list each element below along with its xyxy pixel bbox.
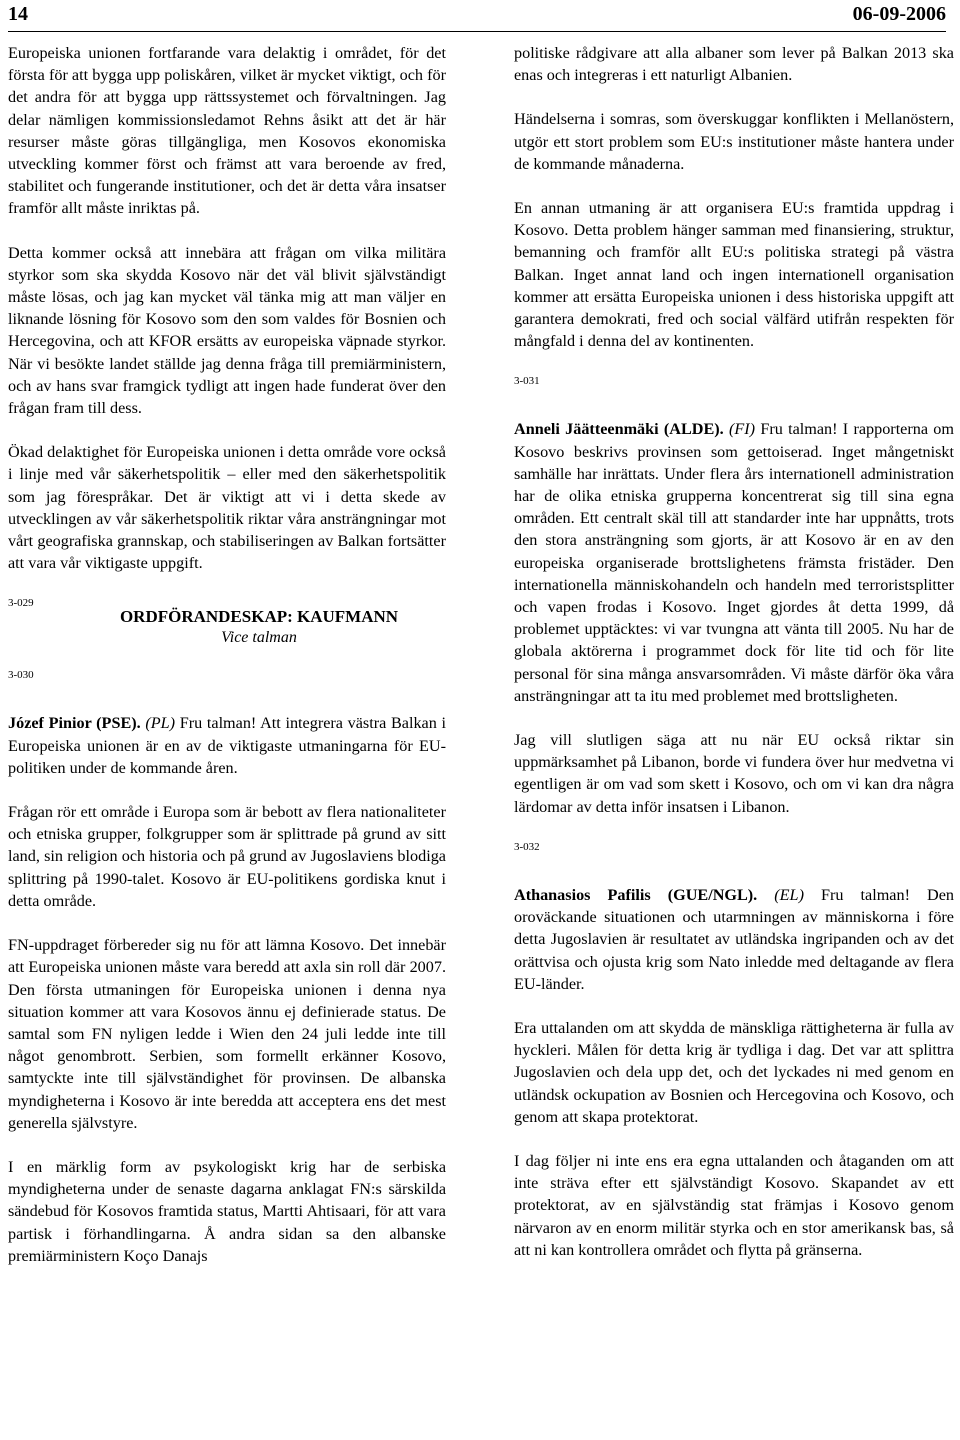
page-date: 06-09-2006 (852, 3, 946, 25)
paragraph: En annan utmaning är att organisera EU:s framtida uppdrag i Kosovo. Detta problem hänger samman med finansiering, struktur, bemanning och framför allt EU:s politiska strategi på västra Balkan. Inget annat land och ingen internationell organisation kommer att ersätta Europeiska unionen i dess historiska uppgift att garantera demokrati, fred och social välfärd utifrån respekten för mångfald i denna del av kontinenten. (514, 199, 954, 351)
paragraph: Era uttalanden om att skydda de mänskliga rättigheterna är fulla av hyckleri. Målen för detta krig är tydliga i dag. Det var att splittra Jugoslavien och dela upp det, och det lyckades ni med genom en utländsk ockupation av Bosnien och Hercegovina och Kosovo, och genom att skapa protektorat. (514, 1018, 954, 1126)
paragraph: I en märklig form av psykologiskt krig har de serbiska myndigheterna under de senaste dagarna anklagat FN:s särskilda sändebud för Kosovos framtida status, Martti Ahtisaari, för att vara partisk i förhandlingarna. Å andra sidan sa den albanske premiärministern Koço Danajs (8, 1157, 446, 1265)
speaker-language: (PL) (145, 714, 176, 733)
paragraph: I dag följer ni inte ens era egna uttalanden och åtaganden om att inte sträva efter ett självständigt Kosovo. Skapandet av ett protektorat, av en självständig stat främjas i Kosovo genom närvaron av en enorm militär styrka och en stor amerikansk bas, så att ni kan kontrollera området och flytta på gränserna. (514, 1151, 954, 1259)
chair-title: ORDFÖRANDESKAP: KAUFMANN (119, 607, 399, 627)
speaker-name: Józef Pinior (PSE). (8, 714, 141, 733)
item-code: 3-029 (8, 597, 34, 610)
item-code: 3-032 (514, 840, 540, 853)
item-code: 3-031 (514, 375, 540, 388)
left-column (8, 42, 446, 1289)
speaker-language: (EL) (774, 885, 804, 904)
speech-text: Fru talman! I rapporterna om Kosovo beskrivs provinsen som gettoiserad. Inget mångetniskt samhälle har inrättats. Under flera års internationell administration har de olika etniska grupperna koncentrerat sig till sina egna områden. Ett centralt skäl till att standarder inte har uppnåtts, trots den stora ansträngning som gjorts, är att Kosovo är en av den europeiska organiserade brottslighetens främsta fristäder. Den internationella människohandeln och handeln med terroristsplitter och vapen frodas i Kosovo. Inget gjordes åt detta 1999, då problemet upptäcktes: vi var tvungna att vänta till 2005. Nu har de globala aktörerna i programmet dock för lite tid och för lite personal för sina många ansvarsområden. Vi måste därför öka våra ansträngningar att ta itu med problemet med brottsligheten. (514, 420, 954, 705)
page-header (8, 0, 946, 32)
item-code: 3-030 (8, 669, 34, 682)
paragraph: politiske rådgivare att alla albaner som lever på Balkan 2013 ska enas och integreras i ett naturligt Albanien. (514, 44, 954, 85)
paragraph: Ökad delaktighet för Europeiska unionen i detta område vore också i linje med vår säkerhetspolitik – eller med den säkerhetspolitik som jag förespråkar. Det är viktigt att vi i detta skede av utvecklingen av vår säkerhetspolitik riktar våra ansträngningar mot vårt geografiska grannskap, och stabiliseringen av Balkan fortsätter att vara vår viktigaste uppgift. (8, 443, 446, 573)
speaker-language: (FI) (729, 420, 756, 439)
right-column (514, 42, 954, 1283)
page-number: 14 (8, 3, 28, 25)
speaker-paragraph (8, 712, 446, 779)
paragraph: Europeiska unionen fortfarande vara delaktig i området, för det första för att bygga upp poliskåren, vilket är mycket viktigt, och för det andra för att bygga upp rättssystemet och förvaltningen. Jag delar nämligen kommissionsledamot Rehns åsikt att det är här resurser måste göras tillgängliga, men Kosovos ekonomiska utveckling kommer först och främst att vara beroende av fred, stabilitet och fungerande institutioner, och det är detta våra insatser framför allt måste inriktas på. (8, 44, 446, 218)
paragraph: Detta kommer också att innebära att frågan om vilka militära styrkor som ska skydda Kosovo när det väl blivit självständigt måste lösas, och jag kan mycket väl tänka mig att man väljer en liknande lösning för Kosovo som den som valdes för Bosnien och Hercegovina, och att KFOR ersätts av europeiska väpnade styrkor. När vi besökte landet ställde jag denna fråga till premiärministern, och av hans svar framgick tydligt att ingen hade funderat över den frågan fram till dess. (8, 243, 446, 418)
speaker-name: Anneli Jäätteenmäki (ALDE). (514, 420, 724, 439)
paragraph: Jag vill slutligen säga att nu när EU också riktar sin uppmärksamhet på Libanon, borde vi fundera över hur medvetna vi egentligen är om vad som skett i Kosovo, och om vi kan dra några lärdomar av detta inför insatsen i Libanon. (514, 731, 954, 816)
speaker-paragraph (514, 418, 954, 707)
chair-heading (72, 606, 446, 648)
paragraph: FN-uppdraget förbereder sig nu för att lämna Kosovo. Det innebär att Europeiska unionen måste vara beredd att axla sin roll där 2007. Den första utmaningen för Europeiska unionen i denna nya situation kommer att vara Kosovos ännu ej definierade status. De samtal som FN nyligen ledde i Wien den 24 juli ledde inte till något genombrott. Serbien, som formellt erkänner Kosovo, samtyckte inte till självständighet för provinsen. De albanska myndigheterna i Kosovo är inte beredda att acceptera ens det mest generella självstyre. (8, 936, 446, 1132)
paragraph: Händelserna i somras, som överskuggar konflikten i Mellanöstern, utgör ett stort problem som EU:s institutioner måste hantera under de kommande månaderna. (514, 110, 954, 173)
speaker-name: Athanasios Pafilis (GUE/NGL). (514, 885, 758, 904)
speaker-paragraph (514, 884, 954, 995)
speech-text: Fru talman! Att integrera västra Balkan i Europeiska unionen är en av de viktigaste utmaningarna för EU-politiken under de kommande åren. (8, 714, 446, 777)
chair-subtitle: Vice talman (221, 629, 297, 647)
speech-text: Fru talman! Den oroväckande situationen och utarmningen av människorna i före detta Jugoslavien är resultatet av utländska ingripanden och av det orättvisa och ojusta krig som Nato inledde med deltagande av flera EU-länder. (514, 885, 954, 993)
paragraph: Frågan rör ett område i Europa som är bebott av flera nationaliteter och etniska grupper, folkgrupper som är splittrade på grund av sitt land, sin religion och historia och på grund av Jugoslaviens blodiga splittring på 1990-talet. Kosovo är EU-politikens gordiska knut i detta område. (8, 803, 446, 910)
